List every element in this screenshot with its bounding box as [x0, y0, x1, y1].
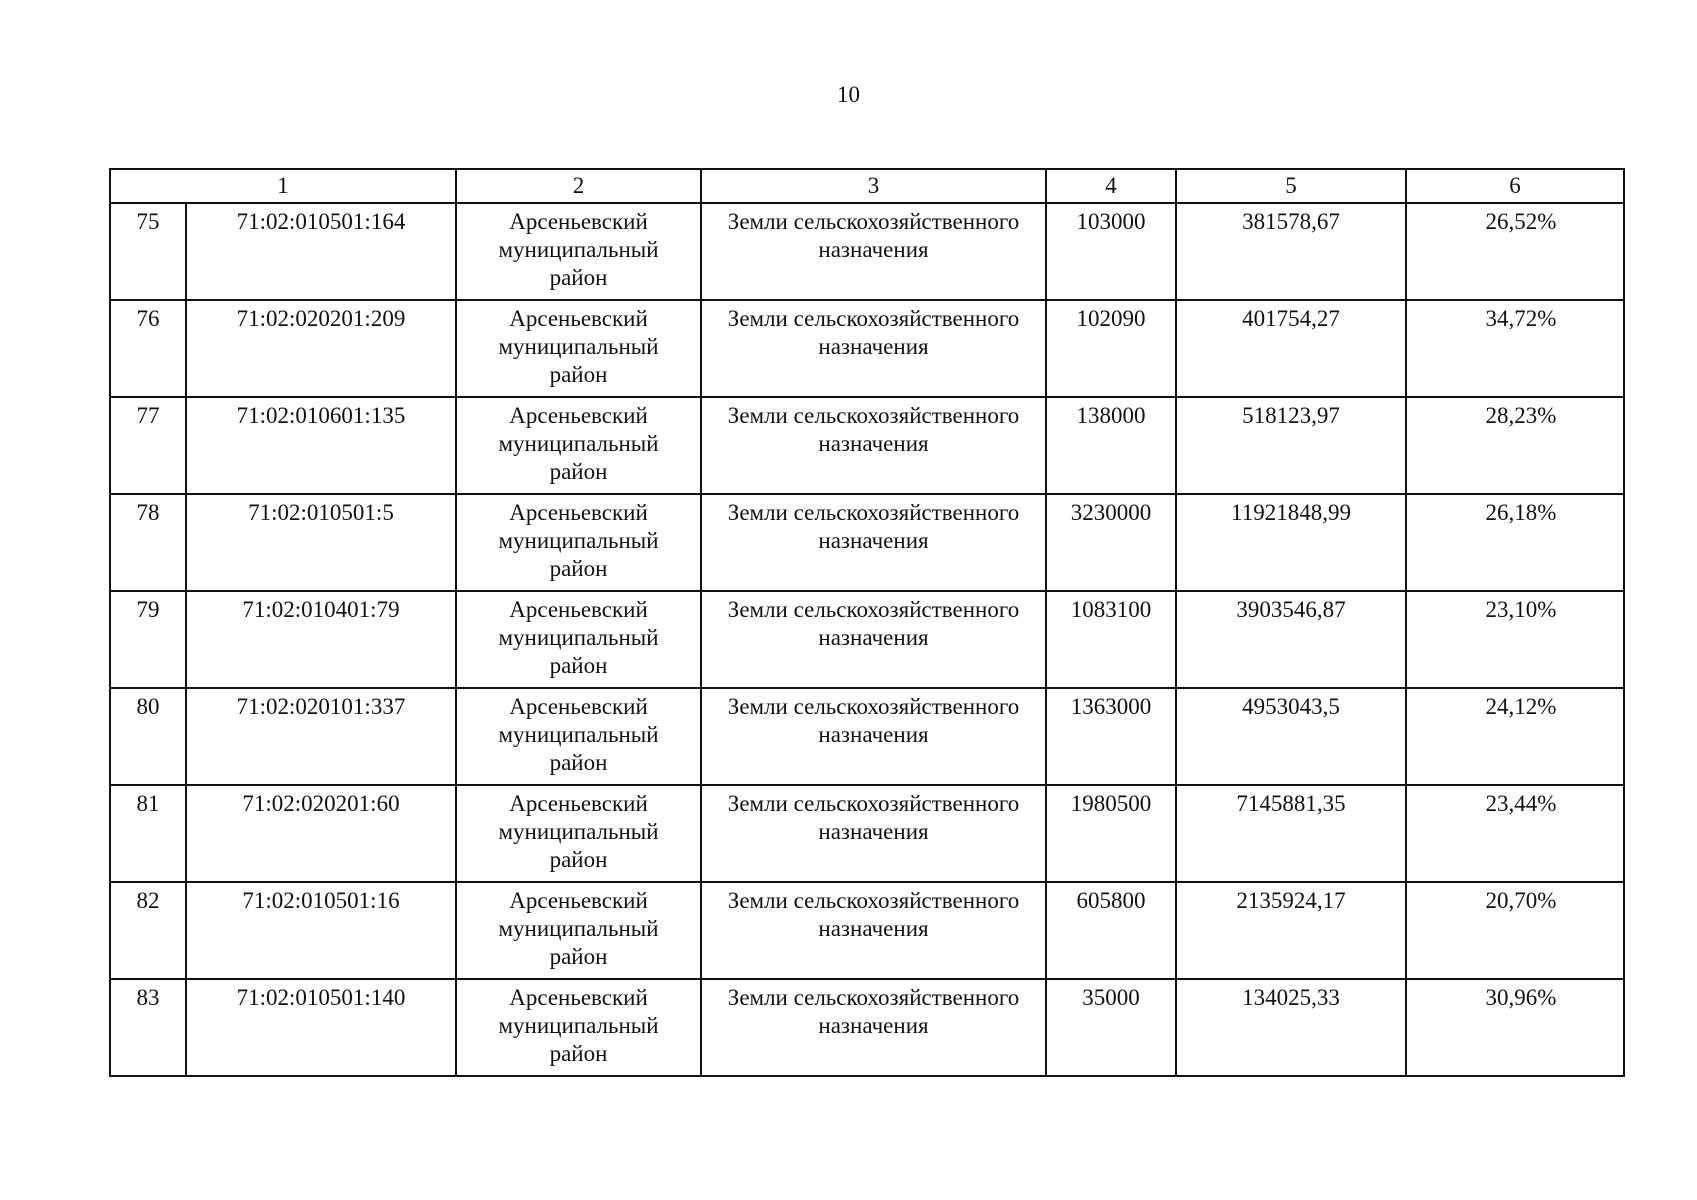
- district-line: район: [549, 459, 608, 484]
- row-number-cell: 82: [110, 882, 186, 979]
- percent-cell: 34,72%: [1406, 300, 1624, 397]
- cadastral-number-cell: 71:02:020201:209: [186, 300, 456, 397]
- land-category-cell: [701, 300, 1046, 397]
- district-cell: [456, 203, 701, 300]
- district-line: муниципальный: [498, 431, 659, 456]
- header-row: [110, 169, 1624, 203]
- district-line: муниципальный: [498, 237, 659, 262]
- page-number: 10: [837, 82, 860, 107]
- land-category-cell: [701, 203, 1046, 300]
- district-line: район: [549, 1041, 608, 1066]
- table-row: [110, 591, 1624, 688]
- percent-cell: 20,70%: [1406, 882, 1624, 979]
- land-category-line: назначения: [818, 625, 929, 650]
- district-line: Арсеньевский: [509, 209, 648, 234]
- cadastral-value-cell: 7145881,35: [1176, 785, 1406, 882]
- district-cell: [456, 979, 701, 1076]
- cadastral-value-cell: 518123,97: [1176, 397, 1406, 494]
- land-category-line: назначения: [818, 237, 929, 262]
- percent-cell: 30,96%: [1406, 979, 1624, 1076]
- land-category-line: Земли сельскохозяйственного: [727, 403, 1020, 428]
- area-cell: 1083100: [1046, 591, 1176, 688]
- district-line: район: [549, 556, 608, 581]
- district-line: район: [549, 265, 608, 290]
- percent-cell: 23,44%: [1406, 785, 1624, 882]
- column-header-5: 5: [1176, 169, 1406, 203]
- district-line: район: [549, 750, 608, 775]
- district-cell: [456, 882, 701, 979]
- table-row: [110, 979, 1624, 1076]
- land-category-line: Земли сельскохозяйственного: [727, 694, 1020, 719]
- table-row: [110, 882, 1624, 979]
- land-category-line: назначения: [818, 334, 929, 359]
- column-header-6: 6: [1406, 169, 1624, 203]
- area-cell: 138000: [1046, 397, 1176, 494]
- land-category-line: Земли сельскохозяйственного: [727, 791, 1020, 816]
- cadastral-number-cell: 71:02:010501:5: [186, 494, 456, 591]
- row-number-cell: 76: [110, 300, 186, 397]
- district-line: Арсеньевский: [509, 985, 648, 1010]
- row-number-cell: 83: [110, 979, 186, 1076]
- cadastral-number-cell: 71:02:010501:140: [186, 979, 456, 1076]
- land-category-cell: [701, 882, 1046, 979]
- land-category-line: назначения: [818, 819, 929, 844]
- district-line: Арсеньевский: [509, 597, 648, 622]
- land-category-line: назначения: [818, 1013, 929, 1038]
- row-number-cell: 80: [110, 688, 186, 785]
- row-number-cell: 78: [110, 494, 186, 591]
- district-line: Арсеньевский: [509, 500, 648, 525]
- district-cell: [456, 494, 701, 591]
- column-header-4: 4: [1046, 169, 1176, 203]
- district-line: район: [549, 653, 608, 678]
- percent-cell: 23,10%: [1406, 591, 1624, 688]
- table-row: [110, 688, 1624, 785]
- land-category-cell: [701, 494, 1046, 591]
- district-line: муниципальный: [498, 1013, 659, 1038]
- district-line: муниципальный: [498, 625, 659, 650]
- land-category-cell: [701, 785, 1046, 882]
- district-cell: [456, 785, 701, 882]
- land-category-line: назначения: [818, 916, 929, 941]
- land-category-cell: [701, 688, 1046, 785]
- cadastral-number-cell: 71:02:020201:60: [186, 785, 456, 882]
- column-header-3: 3: [701, 169, 1046, 203]
- cadastral-value-cell: 134025,33: [1176, 979, 1406, 1076]
- land-category-line: назначения: [818, 431, 929, 456]
- cadastral-value-cell: 3903546,87: [1176, 591, 1406, 688]
- land-category-line: назначения: [818, 722, 929, 747]
- district-line: муниципальный: [498, 819, 659, 844]
- table-row: [110, 300, 1624, 397]
- district-line: муниципальный: [498, 334, 659, 359]
- row-number-cell: 77: [110, 397, 186, 494]
- cadastral-number-cell: 71:02:010501:164: [186, 203, 456, 300]
- district-cell: [456, 300, 701, 397]
- percent-cell: 26,52%: [1406, 203, 1624, 300]
- cadastral-value-cell: 2135924,17: [1176, 882, 1406, 979]
- area-cell: 102090: [1046, 300, 1176, 397]
- land-category-line: Земли сельскохозяйственного: [727, 500, 1020, 525]
- land-category-cell: [701, 979, 1046, 1076]
- cadastral-number-cell: 71:02:020101:337: [186, 688, 456, 785]
- percent-cell: 24,12%: [1406, 688, 1624, 785]
- district-line: Арсеньевский: [509, 791, 648, 816]
- district-line: Арсеньевский: [509, 403, 648, 428]
- district-line: район: [549, 362, 608, 387]
- table-row: [110, 397, 1624, 494]
- land-category-line: Земли сельскохозяйственного: [727, 985, 1020, 1010]
- land-category-cell: [701, 591, 1046, 688]
- district-line: муниципальный: [498, 916, 659, 941]
- area-cell: 1363000: [1046, 688, 1176, 785]
- column-header-1: 1: [110, 169, 456, 203]
- area-cell: 103000: [1046, 203, 1176, 300]
- district-line: Арсеньевский: [509, 306, 648, 331]
- percent-cell: 26,18%: [1406, 494, 1624, 591]
- land-category-line: Земли сельскохозяйственного: [727, 306, 1020, 331]
- row-number-cell: 79: [110, 591, 186, 688]
- land-category-line: Земли сельскохозяйственного: [727, 597, 1020, 622]
- cadastral-number-cell: 71:02:010501:16: [186, 882, 456, 979]
- district-cell: [456, 591, 701, 688]
- district-line: район: [549, 847, 608, 872]
- district-line: муниципальный: [498, 528, 659, 553]
- land-category-line: Земли сельскохозяйственного: [727, 209, 1020, 234]
- district-cell: [456, 688, 701, 785]
- cadastral-value-cell: 401754,27: [1176, 300, 1406, 397]
- cadastral-value-cell: 4953043,5: [1176, 688, 1406, 785]
- area-cell: 1980500: [1046, 785, 1176, 882]
- row-number-cell: 75: [110, 203, 186, 300]
- district-line: Арсеньевский: [509, 888, 648, 913]
- area-cell: 605800: [1046, 882, 1176, 979]
- land-category-line: назначения: [818, 528, 929, 553]
- cadastral-value-cell: 381578,67: [1176, 203, 1406, 300]
- district-line: Арсеньевский: [509, 694, 648, 719]
- cadastral-number-cell: 71:02:010601:135: [186, 397, 456, 494]
- land-category-line: Земли сельскохозяйственного: [727, 888, 1020, 913]
- district-line: муниципальный: [498, 722, 659, 747]
- land-category-cell: [701, 397, 1046, 494]
- cadastral-number-cell: 71:02:010401:79: [186, 591, 456, 688]
- row-number-cell: 81: [110, 785, 186, 882]
- area-cell: 3230000: [1046, 494, 1176, 591]
- table-row: [110, 785, 1624, 882]
- column-header-2: 2: [456, 169, 701, 203]
- table-row: [110, 494, 1624, 591]
- cadastral-value-cell: 11921848,99: [1176, 494, 1406, 591]
- area-cell: 35000: [1046, 979, 1176, 1076]
- percent-cell: 28,23%: [1406, 397, 1624, 494]
- district-cell: [456, 397, 701, 494]
- district-line: район: [549, 944, 608, 969]
- land-plots-table: [109, 168, 1625, 1077]
- table-row: [110, 203, 1624, 300]
